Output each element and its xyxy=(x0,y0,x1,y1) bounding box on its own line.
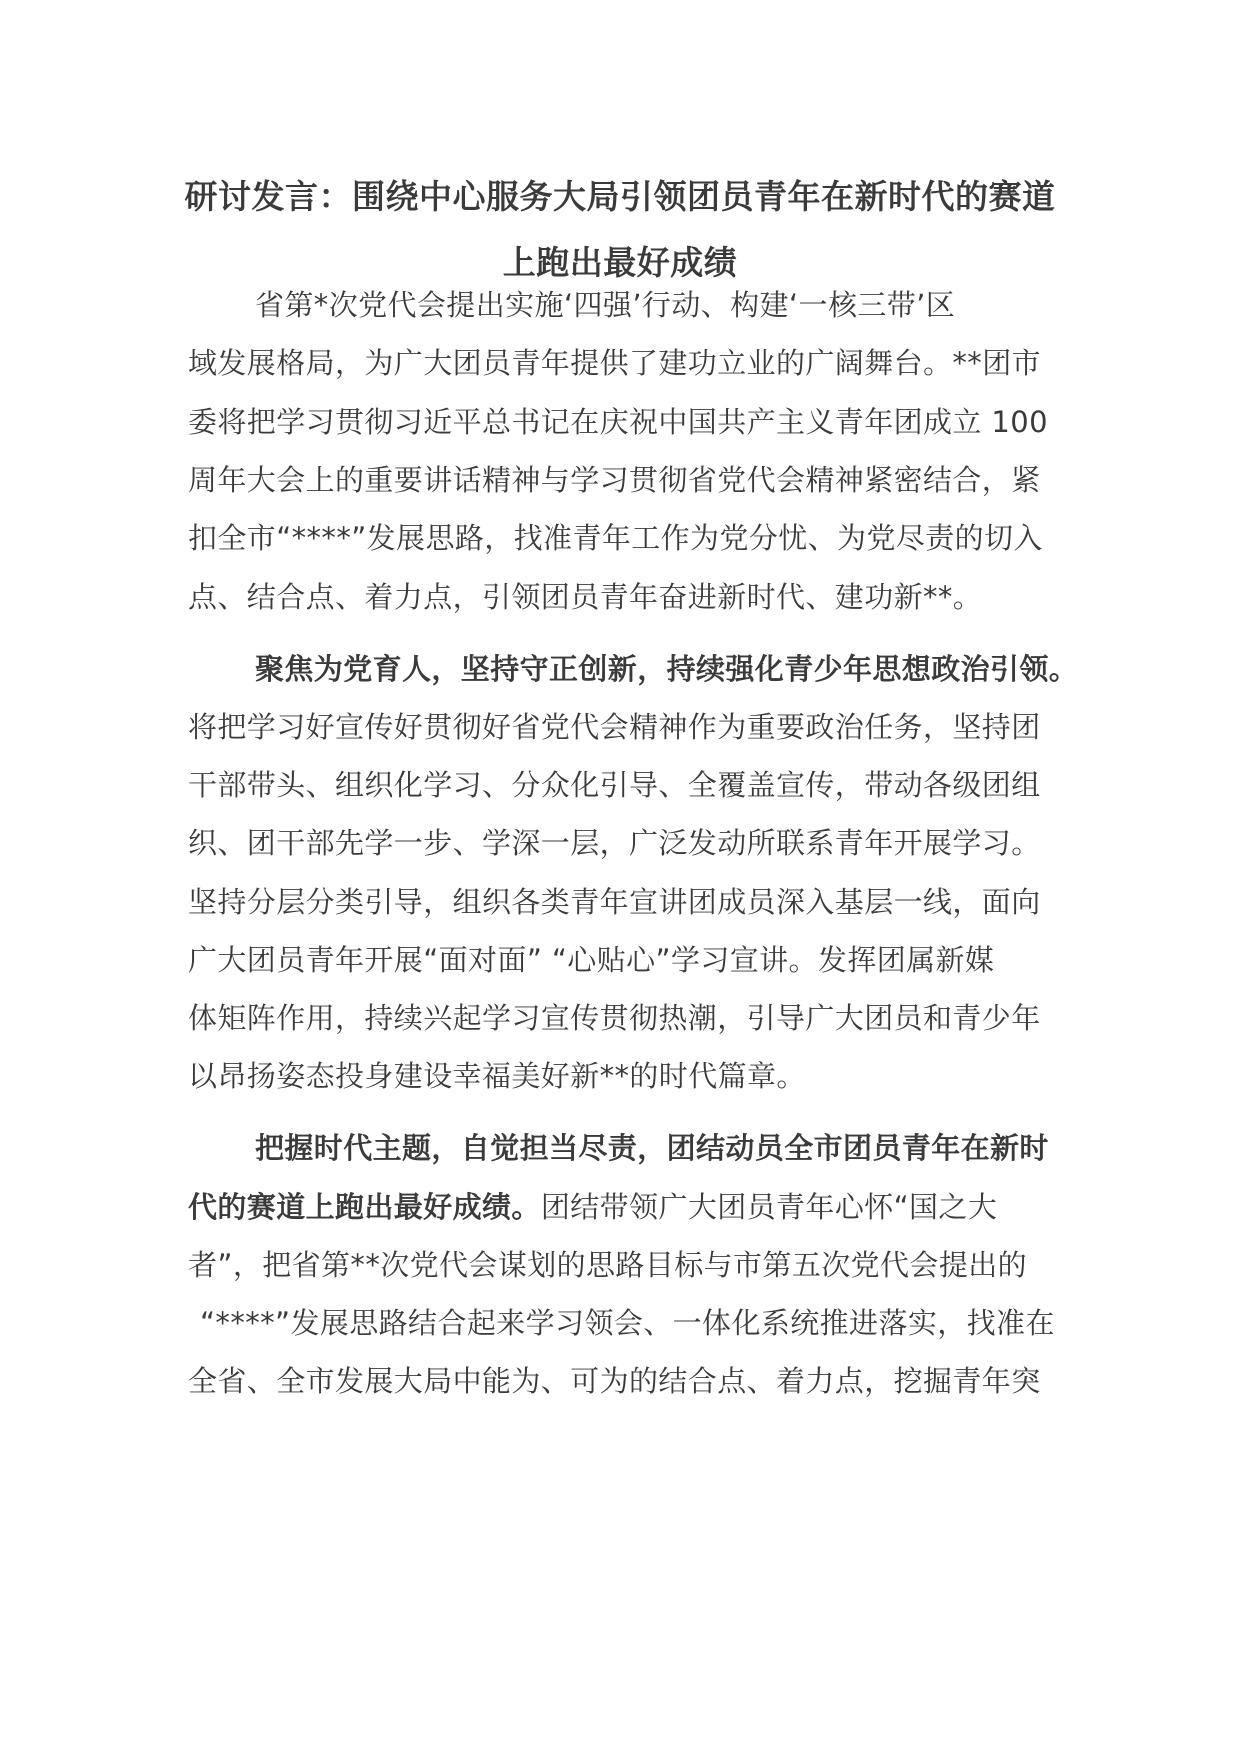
paragraph-1-line-1: 省第*次党代会提出实施‘四强’行动、构建‘一核三带’区 xyxy=(255,288,956,322)
paragraph-3-line-2 xyxy=(188,1174,997,1240)
paragraph-2-line-7: 以昂扬姿态投身建设幸福美好新**的时代篇章。 xyxy=(188,1059,806,1093)
paragraph-2-line-1: 将把学习好宣传好贯彻好省党代会精神作为重要政治任务，坚持团 xyxy=(188,710,1041,744)
paragraph-3-line-2-rest: 团结带领广大团员青年心怀“国之大 xyxy=(540,1190,998,1224)
document-title: 研讨发言：围绕中心服务大局引领团员青年在新时代的赛道上跑出最好成绩 xyxy=(184,177,1056,282)
paragraph-2-line-4: 坚持分层分类引导，组织各类青年宣讲团成员深入基层一线，面向 xyxy=(188,885,1041,919)
paragraph-2-line-6: 体矩阵作用，持续兴起学习宣传贯彻热潮，引导广大团员和青少年 xyxy=(188,1001,1041,1035)
paragraph-2-line-5: 广大团员青年开展“面对面” “心贴心”学习宣讲。发挥团属新媒 xyxy=(188,943,995,977)
paragraph-1-line-6: 点、结合点、着力点，引领团员青年奋进新时代、建功新**。 xyxy=(188,580,983,614)
paragraph-1-line-3: 委将把学习贯彻习近平总书记在庆祝中国共产主义青年团成立 100 xyxy=(188,405,1048,439)
paragraph-3-line-5: 全省、全市发展大局中能为、可为的结合点、着力点，挖掘青年突 xyxy=(188,1364,1041,1398)
paragraph-2-line-2: 干部带头、组织化学习、分众化引导、全覆盖宣传，带动各级团组 xyxy=(188,768,1041,802)
paragraph-1-line-5: 扣全市“****”发展思路，找准青年工作为党分忧、为党尽责的切入 xyxy=(188,521,1043,555)
paragraph-3-line-4: “****”发展思路结合起来学习领会、一体化系统推进落实，找准在 xyxy=(200,1306,1055,1340)
paragraph-2-line-3: 织、团干部先学一步、学深一层，广泛发动所联系青年开展学习。 xyxy=(188,826,1041,860)
paragraph-2-heading: 聚焦为党育人，坚持守正创新，持续强化青少年思想政治引领。 xyxy=(255,652,1079,686)
paragraph-3-heading-line-2: 代的赛道上跑出最好成绩。 xyxy=(188,1190,541,1224)
paragraph-1-line-4: 周年大会上的重要讲话精神与学习贯彻省党代会精神紧密结合，紧 xyxy=(188,463,1041,497)
paragraph-3-heading-line-1: 把握时代主题，自觉担当尽责，团结动员全市团员青年在新时 xyxy=(255,1131,1049,1165)
paragraph-1-line-2: 域发展格局，为广大团员青年提供了建功立业的广阔舞台。**团市 xyxy=(188,346,1042,380)
paragraph-3-line-3: 者”，把省第**次党代会谋划的思路目标与市第五次党代会提出的 xyxy=(188,1248,1028,1282)
